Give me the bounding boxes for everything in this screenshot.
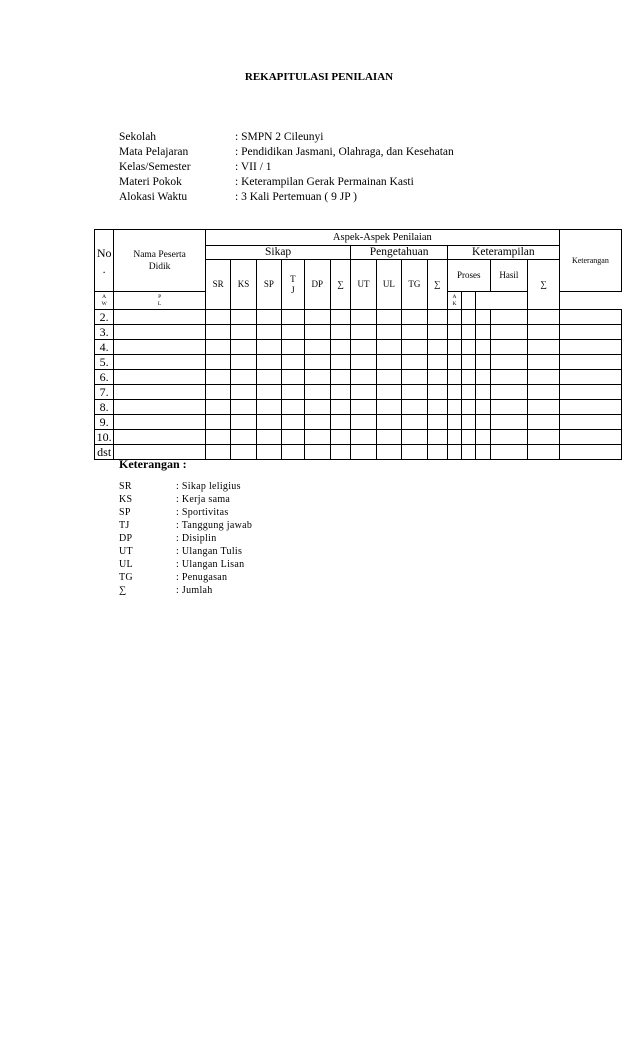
header-no (95, 230, 114, 292)
table-cell (330, 340, 350, 355)
info-value: : SMPN 2 Cileunyi (235, 131, 324, 143)
info-row-kelas (119, 160, 454, 175)
legend (119, 480, 252, 597)
table-cell (402, 400, 427, 415)
header-no-dot: . (102, 261, 106, 276)
info-block (119, 130, 454, 205)
table-cell (528, 310, 560, 325)
table-cell (447, 310, 461, 325)
table-cell (231, 370, 256, 385)
table-cell (402, 310, 427, 325)
table-body (95, 310, 622, 460)
table-cell (376, 370, 401, 385)
table-cell (559, 325, 621, 340)
table-row (95, 355, 622, 370)
assessment-table (94, 229, 622, 460)
table-cell (351, 400, 376, 415)
legend-key: UT (119, 546, 133, 557)
table-cell (528, 325, 560, 340)
table-cell (114, 430, 206, 445)
header-nama (114, 230, 206, 292)
info-value: : 3 Kali Pertemuan ( 9 JP ) (235, 191, 357, 203)
table-cell (231, 415, 256, 430)
table-cell (256, 445, 281, 460)
table-cell (476, 310, 490, 325)
header-pengetahuan: Pengetahuan (351, 246, 448, 260)
table-cell (559, 385, 621, 400)
table-cell (476, 355, 490, 370)
table-cell (447, 430, 461, 445)
legend-value: : Penugasan (176, 572, 228, 583)
table-cell (528, 340, 560, 355)
col-ut: UT (351, 260, 376, 310)
table-cell (528, 385, 560, 400)
legend-key: SP (119, 507, 131, 518)
table-cell (402, 325, 427, 340)
legend-value: : Kerja sama (176, 494, 231, 505)
table-cell (231, 400, 256, 415)
table-cell (462, 415, 476, 430)
table-cell (114, 340, 206, 355)
table-cell (476, 340, 490, 355)
legend-key: TJ (119, 520, 130, 531)
table-cell (256, 340, 281, 355)
table-cell (256, 415, 281, 430)
table-cell (330, 310, 350, 325)
legend-value: : Sikap leligius (176, 481, 241, 492)
table-cell (330, 325, 350, 340)
table-cell (447, 385, 461, 400)
legend-value: : Tanggung jawab (176, 520, 253, 531)
table-cell (490, 445, 528, 460)
row-number: 2. (95, 310, 114, 325)
legend-item (119, 506, 252, 519)
table-cell (330, 430, 350, 445)
table-cell (528, 445, 560, 460)
info-row-alokasi (119, 190, 454, 205)
legend-item (119, 558, 252, 571)
table-cell (205, 370, 230, 385)
table-cell (282, 310, 304, 325)
legend-item (119, 584, 252, 597)
table-cell (256, 325, 281, 340)
info-label: Mata Pelajaran (119, 146, 189, 158)
table-cell (256, 310, 281, 325)
legend-value: : Jumlah (176, 585, 213, 596)
page-title: REKAPITULASI PENILAIAN (244, 71, 394, 83)
row-number: 7. (95, 385, 114, 400)
table-cell (427, 415, 447, 430)
legend-key: KS (119, 494, 133, 505)
table-cell (205, 415, 230, 430)
col-sikap-sum: ∑ (330, 260, 350, 310)
legend-item (119, 571, 252, 584)
table-cell (304, 430, 330, 445)
table-cell (351, 385, 376, 400)
col-aw (95, 292, 114, 310)
col-aw-line2: W (101, 300, 107, 307)
table-row (95, 325, 622, 340)
table-cell (376, 355, 401, 370)
col-ak-line1: A (452, 293, 457, 300)
table-cell (282, 325, 304, 340)
info-label: Sekolah (119, 131, 157, 143)
table-cell (256, 370, 281, 385)
table-cell (528, 415, 560, 430)
table-cell (282, 370, 304, 385)
table-cell (447, 415, 461, 430)
col-ul: UL (376, 260, 401, 310)
table-cell (462, 430, 476, 445)
header-no-text: No (96, 245, 112, 260)
table-cell (114, 325, 206, 340)
table-cell (256, 355, 281, 370)
table-cell (376, 430, 401, 445)
table-cell (427, 430, 447, 445)
table-cell (114, 355, 206, 370)
table-cell (402, 385, 427, 400)
info-row-materi (119, 175, 454, 190)
legend-item (119, 519, 252, 532)
table-cell (282, 400, 304, 415)
table-cell (304, 325, 330, 340)
header-hasil: Hasil (490, 260, 528, 292)
table-cell (490, 370, 528, 385)
legend-value: : Ulangan Tulis (176, 546, 243, 557)
legend-key: ∑ (119, 585, 127, 596)
col-aw-line1: A (102, 293, 107, 300)
table-cell (330, 445, 350, 460)
table-cell (559, 355, 621, 370)
table-cell (205, 430, 230, 445)
info-value: : VII / 1 (235, 161, 272, 173)
table-cell (351, 310, 376, 325)
table-cell (114, 415, 206, 430)
table-cell (282, 355, 304, 370)
table-cell (304, 355, 330, 370)
table-cell (205, 310, 230, 325)
table-cell (330, 385, 350, 400)
table-cell (282, 445, 304, 460)
table-cell (462, 355, 476, 370)
table-cell (402, 340, 427, 355)
table-cell (427, 325, 447, 340)
table-cell (476, 325, 490, 340)
row-number: 5. (95, 355, 114, 370)
table-cell (462, 445, 476, 460)
table-cell (231, 355, 256, 370)
table-cell (351, 355, 376, 370)
table-cell (559, 370, 621, 385)
info-row-mapel (119, 145, 454, 160)
legend-key: UL (119, 559, 133, 570)
table-cell (490, 385, 528, 400)
table-cell (462, 325, 476, 340)
table-cell (351, 445, 376, 460)
table-cell (256, 385, 281, 400)
info-value: : Pendidikan Jasmani, Olahraga, dan Kesehatan (235, 146, 454, 158)
table-cell (351, 340, 376, 355)
table-cell (476, 445, 490, 460)
table-cell (476, 385, 490, 400)
header-sikap: Sikap (205, 246, 350, 260)
col-tg: TG (402, 260, 427, 310)
table-cell (304, 415, 330, 430)
col-pl (114, 292, 206, 310)
legend-key: TG (119, 572, 133, 583)
table-cell (427, 445, 447, 460)
col-keterampilan-sum: ∑ (528, 260, 560, 310)
table-cell (490, 430, 528, 445)
table-cell (256, 400, 281, 415)
table-cell (402, 370, 427, 385)
table-row (95, 310, 622, 325)
table-cell (205, 325, 230, 340)
table-cell (476, 370, 490, 385)
col-dp: DP (304, 260, 330, 310)
legend-value: : Ulangan Lisan (176, 559, 245, 570)
table-cell (528, 355, 560, 370)
table-cell (447, 370, 461, 385)
row-number: 10. (95, 430, 114, 445)
table-cell (462, 340, 476, 355)
table-cell (351, 325, 376, 340)
table-cell (114, 400, 206, 415)
table-cell (282, 385, 304, 400)
table-cell (559, 430, 621, 445)
legend-item (119, 480, 252, 493)
table-cell (376, 445, 401, 460)
table-cell (231, 445, 256, 460)
table-cell (351, 415, 376, 430)
table-cell (528, 370, 560, 385)
col-pengetahuan-sum: ∑ (427, 260, 447, 310)
table-cell (462, 370, 476, 385)
legend-item (119, 493, 252, 506)
col-pl-line1: P (158, 293, 162, 300)
table-cell (205, 445, 230, 460)
table-cell (447, 445, 461, 460)
legend-item (119, 545, 252, 558)
table-row (95, 430, 622, 445)
header-nama-line1: Nama Peserta (133, 249, 186, 260)
table-cell (231, 310, 256, 325)
header-proses: Proses (447, 260, 490, 292)
table-row (95, 415, 622, 430)
table-row (95, 340, 622, 355)
table-cell (231, 325, 256, 340)
row-number: 6. (95, 370, 114, 385)
header-keterangan: Keterangan (559, 230, 621, 292)
table-cell (528, 400, 560, 415)
table-cell (330, 370, 350, 385)
table-cell (559, 415, 621, 430)
legend-value: : Disiplin (176, 533, 217, 544)
table-cell (376, 415, 401, 430)
info-label: Materi Pokok (119, 176, 182, 188)
table-cell (282, 340, 304, 355)
table-cell (114, 385, 206, 400)
table-cell (462, 385, 476, 400)
table-cell (490, 340, 528, 355)
col-sr: SR (205, 260, 230, 310)
table-cell (490, 325, 528, 340)
table-cell (559, 445, 621, 460)
table-cell (376, 400, 401, 415)
table-cell (447, 355, 461, 370)
table-cell (559, 310, 621, 325)
legend-key: SR (119, 481, 132, 492)
header-nama-line2: Didik (148, 261, 171, 272)
table-cell (376, 385, 401, 400)
table-cell (376, 310, 401, 325)
header-aspek: Aspek-Aspek Penilaian (205, 230, 559, 246)
col-tj: T J (282, 260, 304, 310)
table-cell (476, 400, 490, 415)
table-cell (205, 385, 230, 400)
col-ak (447, 292, 461, 310)
row-number: 9. (95, 415, 114, 430)
legend-value: : Sportivitas (176, 507, 229, 518)
table-cell (427, 370, 447, 385)
table-cell (114, 310, 206, 325)
table-cell (490, 400, 528, 415)
col-ak-line2: K (452, 300, 457, 307)
table-cell (427, 400, 447, 415)
info-label: Alokasi Waktu (119, 191, 188, 203)
table-cell (447, 340, 461, 355)
table-cell (330, 400, 350, 415)
header-keterampilan: Keterampilan (447, 246, 559, 260)
table-cell (282, 430, 304, 445)
table-cell (330, 415, 350, 430)
table-cell (447, 325, 461, 340)
table-row (95, 370, 622, 385)
table-cell (476, 430, 490, 445)
table-cell (490, 355, 528, 370)
table-cell (402, 445, 427, 460)
row-number: 3. (95, 325, 114, 340)
table-cell (427, 340, 447, 355)
row-number: dst (95, 445, 114, 460)
table-cell (427, 385, 447, 400)
table-cell (205, 340, 230, 355)
col-pl-line2: L (157, 300, 162, 307)
table-cell (231, 340, 256, 355)
table-row (95, 400, 622, 415)
table-cell (427, 310, 447, 325)
table-cell (402, 415, 427, 430)
row-number: 8. (95, 400, 114, 415)
table-cell (205, 400, 230, 415)
table-row (95, 385, 622, 400)
table-cell (462, 400, 476, 415)
table-cell (205, 355, 230, 370)
table-cell (559, 340, 621, 355)
info-value: : Keterampilan Gerak Permainan Kasti (235, 176, 414, 188)
table-cell (402, 355, 427, 370)
table-cell (256, 430, 281, 445)
info-label: Kelas/Semester (119, 161, 191, 173)
legend-key: DP (119, 533, 133, 544)
table-cell (351, 370, 376, 385)
table-cell (231, 430, 256, 445)
table-cell (490, 415, 528, 430)
table-cell (376, 325, 401, 340)
table-cell (330, 355, 350, 370)
row-number: 4. (95, 340, 114, 355)
table-cell (304, 340, 330, 355)
col-hasil-cell (462, 292, 476, 310)
table-cell (427, 355, 447, 370)
table-cell (351, 430, 376, 445)
table-cell (304, 385, 330, 400)
table-cell (304, 310, 330, 325)
legend-item (119, 532, 252, 545)
table-cell (376, 340, 401, 355)
table-cell (476, 415, 490, 430)
info-row-sekolah (119, 130, 454, 145)
table-cell (304, 400, 330, 415)
table-cell (304, 370, 330, 385)
table-cell (304, 445, 330, 460)
table-cell (490, 310, 528, 325)
table-cell (114, 370, 206, 385)
col-sp: SP (256, 260, 281, 310)
table-cell (528, 430, 560, 445)
table-cell (559, 400, 621, 415)
table-cell (462, 310, 476, 325)
legend-title: Keterangan : (119, 457, 187, 471)
table-cell (282, 415, 304, 430)
table-cell (447, 400, 461, 415)
table-cell (402, 430, 427, 445)
table-cell (231, 385, 256, 400)
col-ks: KS (231, 260, 256, 310)
